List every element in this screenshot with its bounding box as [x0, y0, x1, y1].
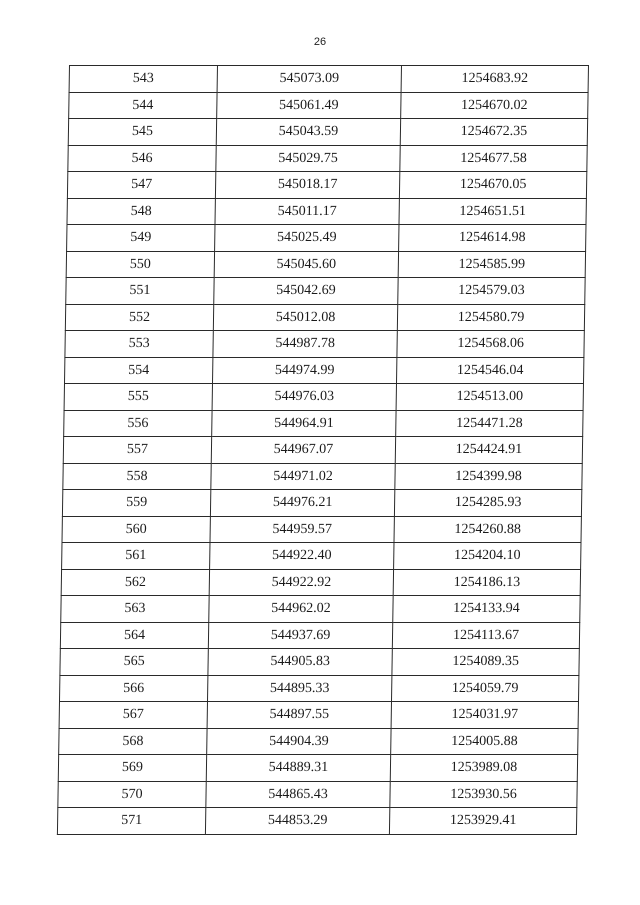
point-number-cell: 555: [64, 384, 212, 411]
x-coordinate-cell: 544964.91: [212, 410, 396, 437]
x-coordinate-cell: 544905.83: [208, 649, 392, 676]
point-number-cell: 571: [57, 808, 205, 835]
y-coordinate-cell: 1254285.93: [394, 490, 581, 517]
y-coordinate-cell: 1254614.98: [399, 225, 586, 252]
y-coordinate-cell: 1254651.51: [399, 198, 586, 225]
point-number-cell: 563: [61, 596, 209, 623]
coordinates-table-wrapper: [57, 65, 588, 835]
x-coordinate-cell: 545045.60: [214, 251, 398, 278]
table-row: [67, 198, 586, 225]
y-coordinate-cell: 1254204.10: [394, 543, 581, 570]
x-coordinate-cell: 545043.59: [216, 119, 400, 146]
point-number-cell: 543: [69, 66, 217, 93]
y-coordinate-cell: 1254670.02: [401, 92, 588, 119]
table-row: [69, 92, 588, 119]
point-number-cell: 566: [60, 675, 208, 702]
table-row: [65, 331, 584, 358]
table-row: [62, 490, 581, 517]
point-number-cell: 568: [59, 728, 207, 755]
x-coordinate-cell: 544889.31: [206, 755, 390, 782]
x-coordinate-cell: 545073.09: [217, 66, 401, 93]
table-row: [65, 304, 584, 331]
y-coordinate-cell: 1254683.92: [401, 66, 588, 93]
table-row: [59, 728, 578, 755]
x-coordinate-cell: 545042.69: [214, 278, 398, 305]
table-row: [64, 357, 583, 384]
y-coordinate-cell: 1254133.94: [393, 596, 580, 623]
x-coordinate-cell: 545012.08: [213, 304, 397, 331]
table-row: [62, 516, 581, 543]
x-coordinate-cell: 544967.07: [211, 437, 395, 464]
x-coordinate-cell: 545011.17: [215, 198, 399, 225]
point-number-cell: 544: [69, 92, 217, 119]
table-row: [59, 702, 578, 729]
point-number-cell: 552: [65, 304, 213, 331]
table-row: [66, 278, 585, 305]
point-number-cell: 557: [63, 437, 211, 464]
x-coordinate-cell: 544959.57: [210, 516, 394, 543]
y-coordinate-cell: 1254670.05: [399, 172, 586, 199]
table-row: [58, 781, 577, 808]
x-coordinate-cell: 545018.17: [215, 172, 399, 199]
point-number-cell: 559: [62, 490, 210, 517]
table-row: [60, 649, 579, 676]
x-coordinate-cell: 545025.49: [215, 225, 399, 252]
page-number: 26: [313, 36, 327, 48]
table-row: [67, 172, 586, 199]
y-coordinate-cell: 1254005.88: [391, 728, 578, 755]
point-number-cell: 556: [64, 410, 212, 437]
table-row: [68, 145, 587, 172]
y-coordinate-cell: 1254546.04: [396, 357, 583, 384]
y-coordinate-cell: 1254113.67: [392, 622, 579, 649]
y-coordinate-cell: 1253989.08: [390, 755, 577, 782]
y-coordinate-cell: 1253929.41: [389, 808, 576, 835]
y-coordinate-cell: 1254059.79: [392, 675, 579, 702]
x-coordinate-cell: 544976.03: [212, 384, 396, 411]
y-coordinate-cell: 1254677.58: [400, 145, 587, 172]
table-row: [63, 437, 582, 464]
y-coordinate-cell: 1254585.99: [398, 251, 585, 278]
table-row: [64, 410, 583, 437]
table-row: [60, 622, 579, 649]
table-row: [57, 808, 576, 835]
x-coordinate-cell: 544853.29: [205, 808, 389, 835]
y-coordinate-cell: 1254580.79: [397, 304, 584, 331]
point-number-cell: 569: [58, 755, 206, 782]
table-row: [63, 463, 582, 490]
x-coordinate-cell: 545061.49: [217, 92, 401, 119]
point-number-cell: 553: [65, 331, 213, 358]
y-coordinate-cell: 1254031.97: [391, 702, 578, 729]
point-number-cell: 548: [67, 198, 215, 225]
y-coordinate-cell: 1254568.06: [397, 331, 584, 358]
table-row: [61, 596, 580, 623]
x-coordinate-cell: 544962.02: [209, 596, 393, 623]
point-number-cell: 546: [68, 145, 216, 172]
y-coordinate-cell: 1254399.98: [395, 463, 582, 490]
y-coordinate-cell: 1254579.03: [398, 278, 585, 305]
point-number-cell: 570: [58, 781, 206, 808]
point-number-cell: 545: [68, 119, 216, 146]
x-coordinate-cell: 544976.21: [210, 490, 394, 517]
y-coordinate-cell: 1254672.35: [400, 119, 587, 146]
y-coordinate-cell: 1254513.00: [396, 384, 583, 411]
x-coordinate-cell: 544974.99: [212, 357, 396, 384]
x-coordinate-cell: 544904.39: [207, 728, 391, 755]
table-row: [66, 251, 585, 278]
table-row: [64, 384, 583, 411]
table-row: [62, 543, 581, 570]
x-coordinate-cell: 544937.69: [208, 622, 392, 649]
table-row: [61, 569, 580, 596]
x-coordinate-cell: 544987.78: [213, 331, 397, 358]
point-number-cell: 560: [62, 516, 210, 543]
y-coordinate-cell: 1254471.28: [396, 410, 583, 437]
x-coordinate-cell: 545029.75: [216, 145, 400, 172]
table-row: [60, 675, 579, 702]
table-row: [58, 755, 577, 782]
y-coordinate-cell: 1254260.88: [394, 516, 581, 543]
point-number-cell: 558: [63, 463, 211, 490]
x-coordinate-cell: 544922.40: [210, 543, 394, 570]
point-number-cell: 565: [60, 649, 208, 676]
point-number-cell: 554: [64, 357, 212, 384]
y-coordinate-cell: 1254089.35: [392, 649, 579, 676]
point-number-cell: 567: [59, 702, 207, 729]
table-body: [57, 66, 588, 835]
x-coordinate-cell: 544922.92: [209, 569, 393, 596]
x-coordinate-cell: 544897.55: [207, 702, 391, 729]
y-coordinate-cell: 1253930.56: [390, 781, 577, 808]
point-number-cell: 551: [66, 278, 214, 305]
y-coordinate-cell: 1254186.13: [393, 569, 580, 596]
table-row: [68, 119, 587, 146]
table-row: [69, 66, 588, 93]
point-number-cell: 564: [60, 622, 208, 649]
coordinates-table: [57, 65, 589, 835]
x-coordinate-cell: 544895.33: [208, 675, 392, 702]
point-number-cell: 549: [67, 225, 215, 252]
y-coordinate-cell: 1254424.91: [395, 437, 582, 464]
table-row: [67, 225, 586, 252]
point-number-cell: 547: [67, 172, 215, 199]
point-number-cell: 561: [62, 543, 210, 570]
point-number-cell: 562: [61, 569, 209, 596]
x-coordinate-cell: 544865.43: [206, 781, 390, 808]
x-coordinate-cell: 544971.02: [211, 463, 395, 490]
point-number-cell: 550: [66, 251, 214, 278]
